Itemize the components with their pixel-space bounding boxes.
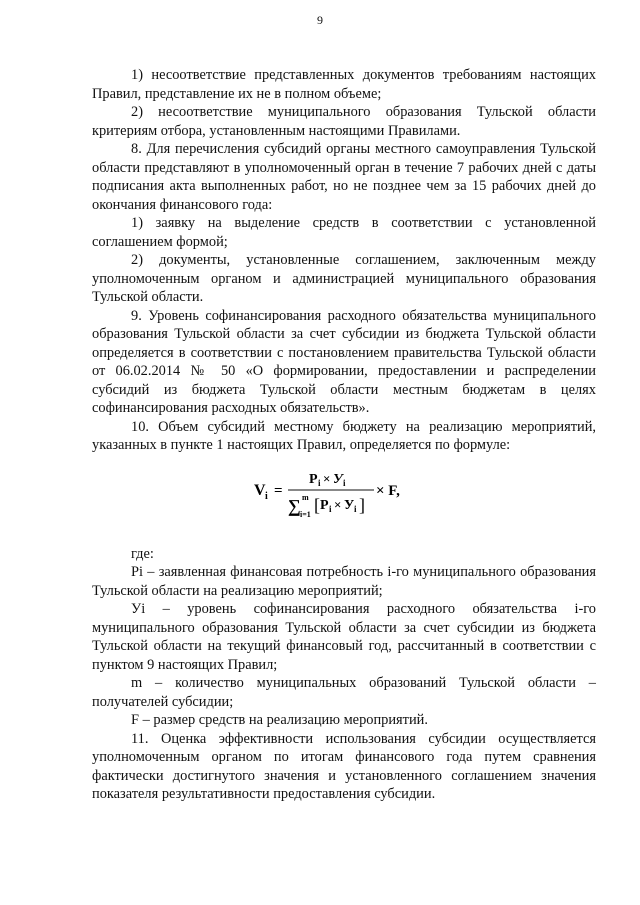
formula-num-p-sub: i [318, 477, 321, 488]
definition: Pi – заявленная финансовая потребность i-го муниципального образования Тульской области на реализацию мероприятий; [92, 564, 596, 599]
paragraph: 9. Уровень софинансирования расходного обязательства муниципального образования Тульской области за счет субсидии из бюджета Тульской области определяется в соответствии с постановлением правительства Тульской области от 06.02.2014 № 50 «О формировании, предоставлении и распределении субсидий из бюджета Тульской области местным бюджетам в целях софинансирования расходных обязательств». [92, 307, 596, 416]
formula-sum-upper: m [302, 492, 309, 502]
paragraph: 2) несоответствие муниципального образования Тульской области критериям отбора, установленным настоящими Правилами. [92, 104, 596, 139]
paragraph: 2) документы, установленные соглашением, заключенным между уполномоченным органом и администрацией муниципального образования Тульской области. [92, 252, 596, 305]
formula-equals: = [274, 482, 283, 499]
subsidy-formula [92, 463, 596, 533]
paragraph: 11. Оценка эффективности использования субсидии осуществляется уполномоченным органом по итогам финансового года путем сравнения фактически достигнутого значения и установленного соглашением значения показателя результативности предоставления субсидии. [92, 730, 596, 802]
formula-lhs: V [254, 481, 266, 499]
bracket-right: ] [359, 494, 365, 515]
formula-num-times: × [323, 470, 331, 486]
where-label: где: [131, 545, 154, 562]
formula-den-times: × [334, 496, 342, 512]
formula-num-y-sub: i [343, 477, 346, 488]
definition: Уi – уровень софинансирования расходного обязательства i-го муниципального образования Тульской области за счет субсидии из бюджета Тульской области на текущий финансовый год, рассчитанный в соответствии с пунктом 9 настоящих Правил; [92, 601, 596, 673]
formula-sum-lower: i=1 [300, 509, 311, 519]
formula-den-y-sub: i [354, 503, 357, 514]
paragraph: 1) несоответствие представленных документов требованиям настоящих Правил, представление их не в полном объеме; [92, 67, 596, 102]
formula-rhs: × F, [376, 482, 400, 499]
document-body [92, 66, 596, 804]
formula-lhs-sub: i [265, 490, 268, 502]
formula-den-y: У [344, 497, 355, 513]
bracket-left: [ [314, 494, 320, 515]
formula-den-p-sub: i [329, 503, 332, 514]
formula-num-p: P [309, 471, 318, 487]
paragraph: 1) заявку на выделение средств в соответствии с установленной соглашением формой; [92, 215, 596, 250]
paragraph: 10. Объем субсидий местному бюджету на реализацию мероприятий, указанных в пункте 1 настоящих Правил, определяется по формуле: [92, 418, 596, 453]
definition: m – количество муниципальных образований Тульской области – получателей субсидии; [92, 675, 596, 710]
formula-sum: ∑ [288, 495, 301, 516]
formula-den-p: P [320, 497, 329, 513]
page-number: 9 [317, 13, 323, 27]
definition: F – размер средств на реализацию мероприятий. [131, 712, 428, 728]
paragraph: 8. Для перечисления субсидий органы местного самоуправления Тульской области представляют в уполномоченный орган в течение 7 рабочих дней с даты подписания акта выполненных работ, но не позднее чем за 15 рабочих дней до окончания финансового года: [92, 141, 596, 213]
formula-num-y: У [333, 471, 343, 487]
